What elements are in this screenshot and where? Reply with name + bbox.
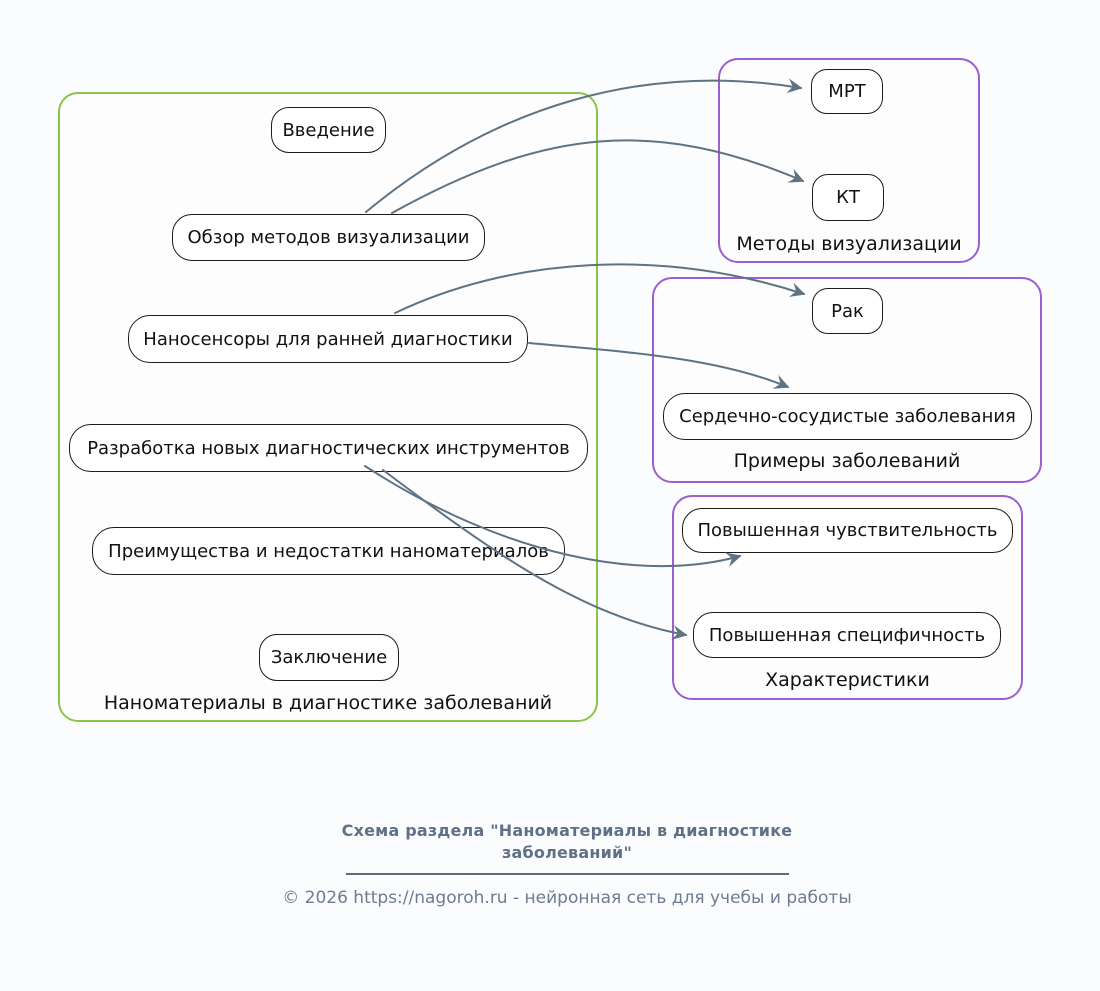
node-introduction: Введение bbox=[271, 107, 386, 153]
node-pros-cons-nanomaterials: Преимущества и недостатки наноматериалов bbox=[92, 527, 565, 575]
node-imaging-methods-overview: Обзор методов визуализации bbox=[172, 214, 485, 261]
node-increased-sensitivity: Повышенная чувствительность bbox=[682, 508, 1013, 553]
footer-divider bbox=[346, 873, 789, 875]
node-cardiovascular-diseases: Сердечно-сосудистые заболевания bbox=[663, 393, 1032, 440]
footer-copyright: © 2026 https://nagoroh.ru - нейронная сеть для учебы и работы bbox=[282, 888, 852, 908]
node-cancer: Рак bbox=[812, 288, 883, 334]
footer-title-line1: Схема раздела "Наноматериалы в диагностике bbox=[341, 821, 793, 840]
group-characteristics-label: Характеристики bbox=[765, 669, 930, 691]
node-new-diagnostic-tools: Разработка новых диагностических инструментов bbox=[69, 424, 588, 472]
node-conclusion: Заключение bbox=[259, 634, 399, 681]
node-mri: МРТ bbox=[811, 69, 883, 114]
main-section-label: Наноматериалы в диагностике заболеваний bbox=[103, 692, 553, 714]
node-increased-specificity: Повышенная специфичность bbox=[693, 612, 1001, 658]
footer bbox=[267, 820, 867, 908]
footer-title-line2: заболеваний" bbox=[502, 843, 632, 862]
main-section-container bbox=[58, 92, 598, 722]
node-nanosensors-early-diagnostics: Наносенсоры для ранней диагностики bbox=[128, 315, 528, 363]
group-visualization-methods-label: Методы визуализации bbox=[736, 233, 962, 255]
group-disease-examples-label: Примеры заболеваний bbox=[733, 450, 961, 472]
node-ct: КТ bbox=[812, 174, 884, 221]
